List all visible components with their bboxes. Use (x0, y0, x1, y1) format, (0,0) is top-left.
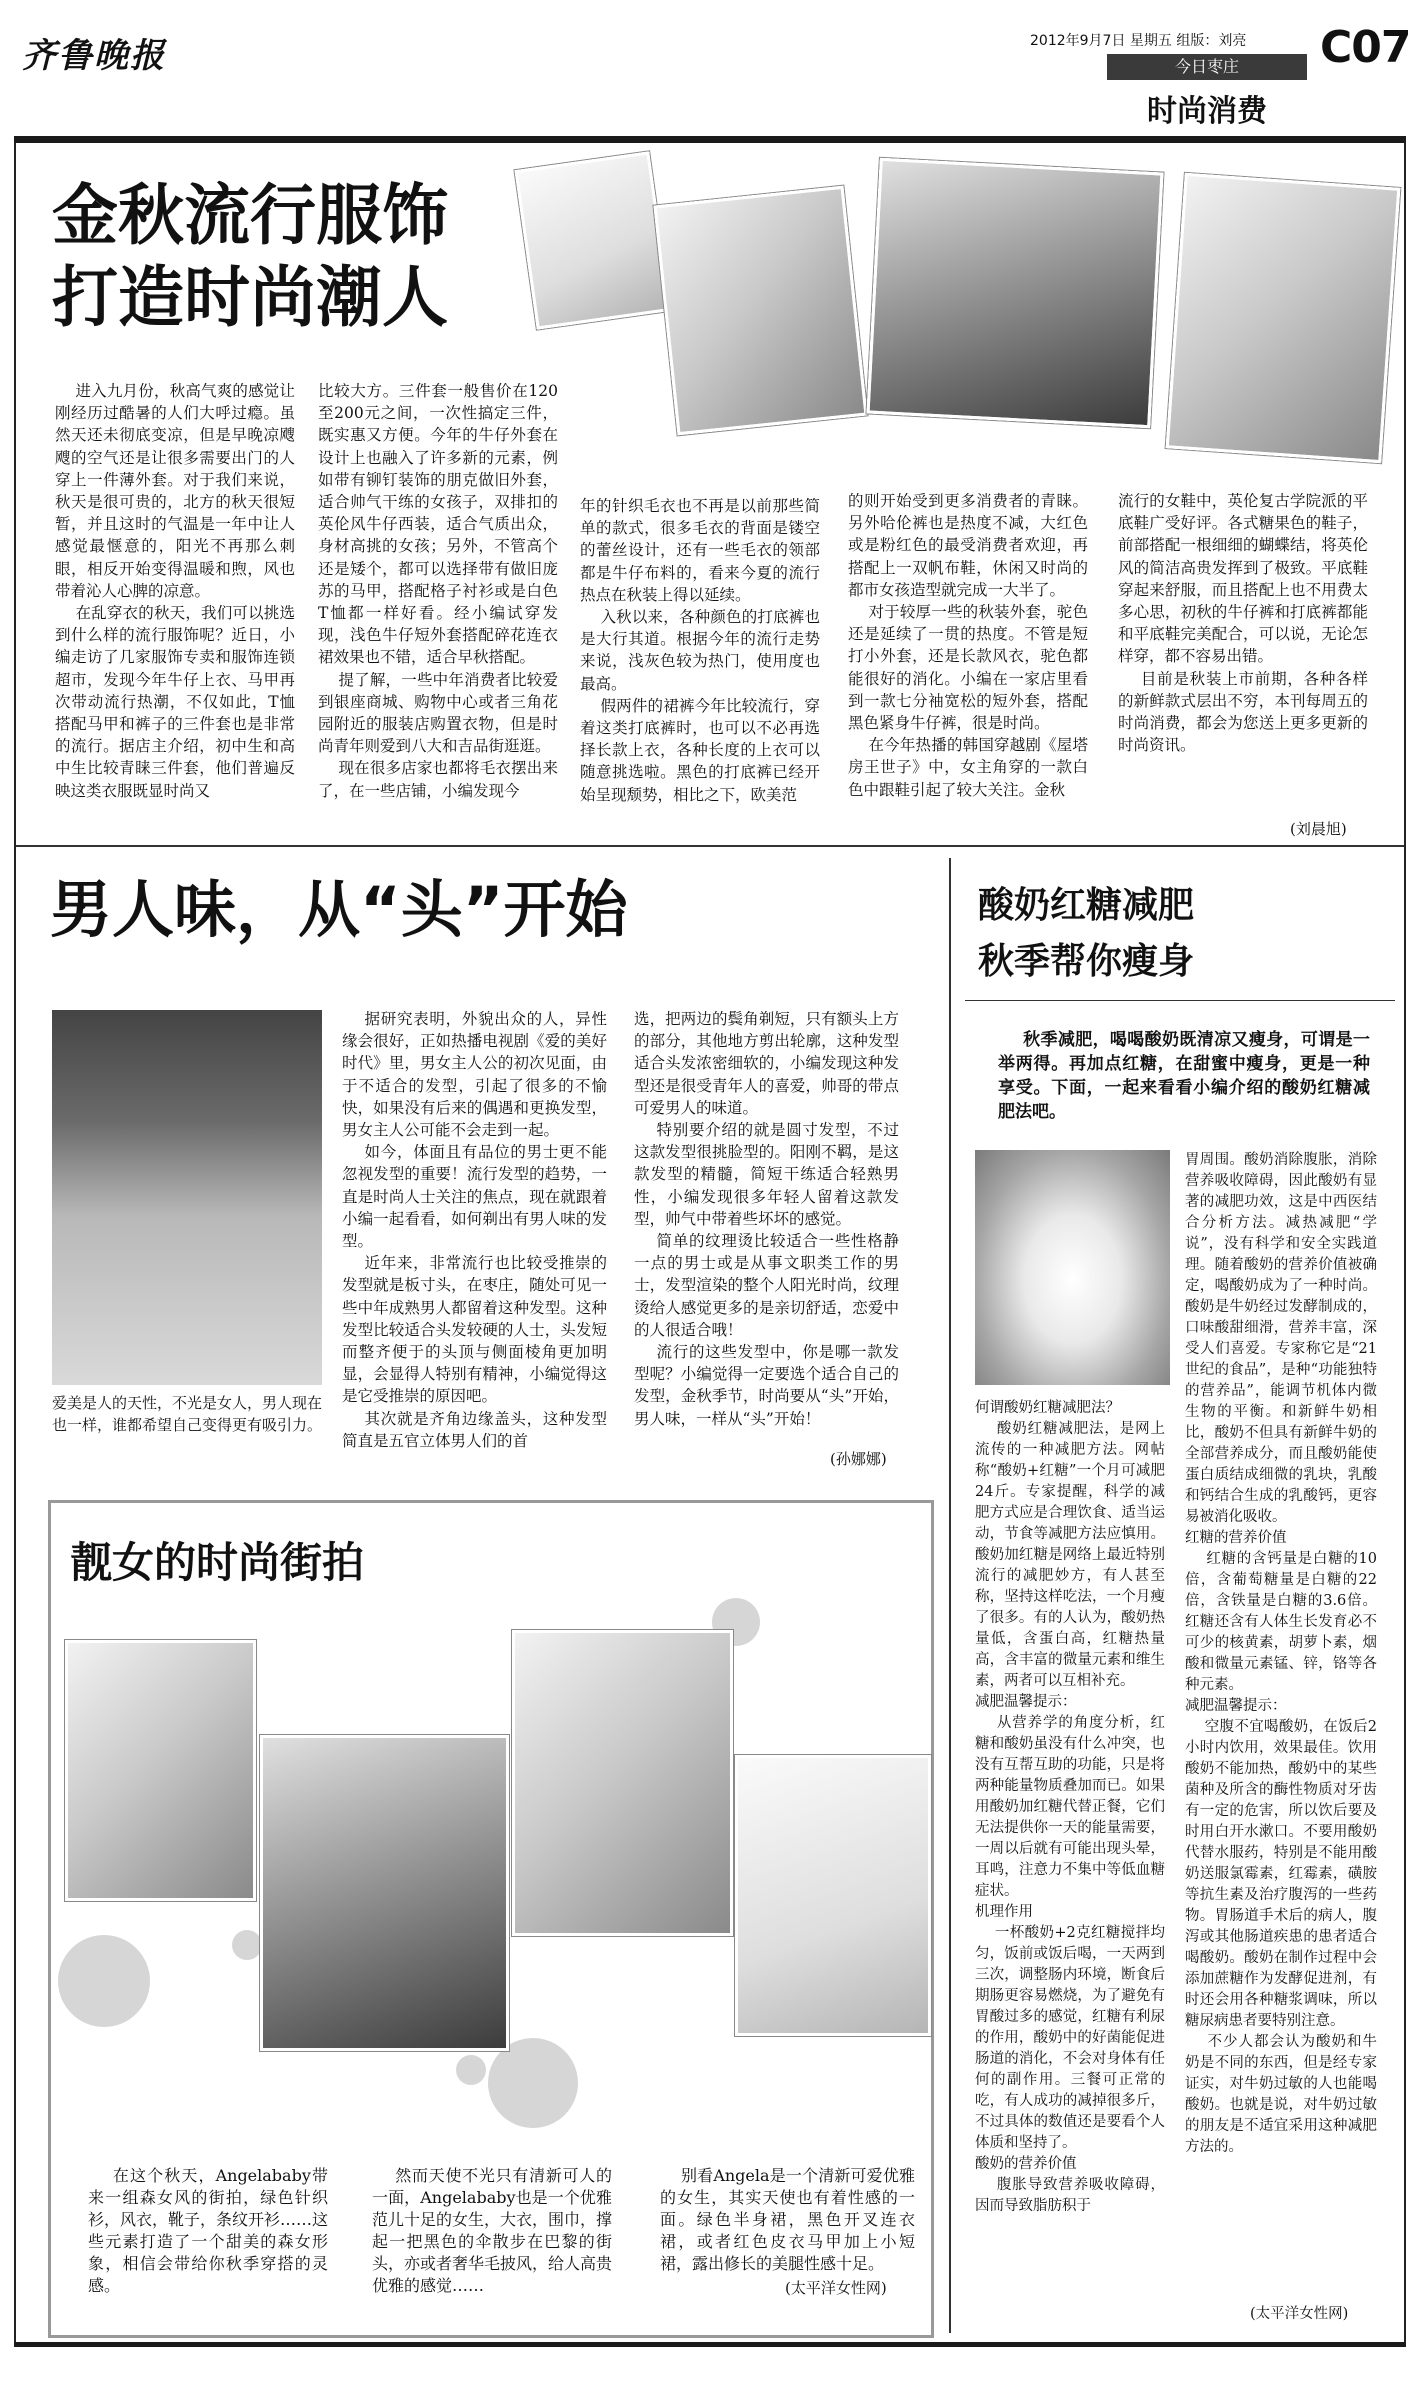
article3-colA: 何谓酸奶红糖减肥法？ 酸奶红糖减肥法，是网上流传的一种减肥方法。网帖称“酸奶+红糖”一个月可减肥24斤。专家提醒，科学的减肥方式应是合理饮食、适当运动，节食等减肥方法应慎用。酸奶加红糖是网络上最近特别流行的减肥妙方，有人甚至称，坚持这样吃法，一个月瘦了很多。有的人认为，酸奶热量低，含蛋白高，红糖热量高，含丰富的微量元素和维生素，两者可以互相补充。 减肥温馨提示： 从营养学的角度分析，红糖和酸奶虽没有什么冲突，也没有互帮互助的功能，只是将两种能量物质叠加而已。如果用酸奶加红糖代替正餐，它们无法提供你一天的能量需要，一周以后就有可能出现头晕，耳鸣，注意力不集中等低血糖症状。 机理作用 一杯酸奶+2克红糖搅拌均匀，饭前或饭后喝，一天两到三次，调整肠内环境，断食后期肠更容易燃烧，为了避免有胃酸过多的感觉，红糖有利尿的作用，酸奶中的好菌能促进肠道的消化，不会对身体有任何的副作用。三餐可正常的吃，有人成功的减掉很多斤，不过具体的数值还是要看个人体质和坚持了。 酸奶的营养价值 腹胀导致营养吸收障碍，因而导致脂肪积于 (975, 1400, 1166, 2214)
decor-circle-medium (488, 2038, 578, 2128)
article2-caption: 爱美是人的天性，不光是女人，男人现在也一样，谁都希望自己变得更有吸引力。 (52, 1394, 323, 1435)
article1-divider (16, 845, 1404, 847)
article4-caption-2: 然而天使不光只有清新可人的一面，Angelababy也是一个优雅范儿十足的女生，大衣，围巾，撑起一把黑色的伞散步在巴黎的街头，亦或者奢华毛披风，给人高贵优雅的感觉…… (372, 2166, 613, 2295)
decor-circle-small2 (456, 2055, 486, 2085)
section-tag: 今日枣庄 (1107, 54, 1307, 80)
article1-col4: 的则开始受到更多消费者的青睐。另外哈伦裤也是热度不减，大红色或是粉红色的最受消费者欢迎，再搭配上一双帆布鞋，休闲又时尚的都市女孩造型就完成一大半了。 对于较厚一些的秋装外套，驼色还是延续了一贯的热度。不管是短打小外套，还是长款风衣，驼色都能很好的消化。小编在一家店里看到一款七分袖宽松的短外套，搭配黑色紧身牛仔裤，很是时尚。 在今年热播的韩国穿越剧《屋塔房王世子》中，女主角穿的一款白色中跟鞋引起了较大关注。金秋 (848, 492, 1088, 799)
header-divider (14, 136, 1406, 143)
photo-denim-jacket (653, 186, 867, 436)
article1-col1: 进入九月份，秋高气爽的感觉让刚经历过酷暑的人们大呼过瘾。虽然天还未彻底变凉，但是早晚凉飕飕的空气还是让很多需要出门的人穿上一件薄外套。对于我们来说，秋天是很可贵的，北方的秋天很短暂，并且这时的气温是一年中让人感觉最惬意的，阳光不再那么刺眼，相反开始变得温暖和煦，风也带着沁人心脾的凉意。 在乱穿衣的秋天，我们可以挑选到什么样的流行服饰呢？近日，小编走访了几家服饰专卖和服饰连锁超市，发现今年牛仔上衣、马甲再次带动流行热潮，不仅如此，T恤搭配马甲和裤子的三件套也是非常的流行。据店主介绍，初中生和高中生比较青睐三件套，他们普遍反映这类衣服既显时尚又 (55, 382, 295, 800)
article1-title (52, 175, 448, 339)
decor-circle-small (232, 1930, 262, 1960)
photo-curly-hair-man (52, 1010, 322, 1385)
photo-street-snap-1 (65, 1640, 256, 1901)
decor-circle-large (58, 1935, 150, 2027)
photo-street-snap-4 (735, 1755, 931, 2036)
article3-byline: (太平洋女性网) (1250, 2306, 1349, 2322)
article1-col5: 流行的女鞋中，英伦复古学院派的平底鞋广受好评。各式糖果色的鞋子，前部搭配一根细细的蝴蝶结，将英伦风的简洁高贵发挥到了极致。平底鞋穿起来舒服，而且搭配上也不用费太多心思，初秋的牛仔裤和打底裤都能和平底鞋完美配合，可以说，无论怎样穿，都不容易出错。 目前是秋装上市前期，各种各样的新鲜款式层出不穷，本刊每周五的时尚消费，都会为您送上更多更新的时尚资讯。 (1118, 492, 1368, 755)
section-title: 时尚消费 (1147, 94, 1267, 129)
article3-title-line2: 秋季帮你瘦身 (978, 941, 1195, 982)
article1-byline: (刘晨旭) (1290, 820, 1347, 838)
article3-colB: 胃周围。酸奶消除腹胀，消除营养吸收障碍，因此酸奶有显著的减肥功效，这是中西医结合分析方法。减热减肥“学说”，没有科学和安全实践道理。随着酸奶的营养价值被确定，喝酸奶成为了一种时尚。酸奶是牛奶经过发酵制成的，口味酸甜细滑，营养丰富，深受人们喜爱。专家称它是“21世纪的食品”，是种“功能独特的营养品”，能调节机体内微生物的平衡。和新鲜牛奶相比，酸奶不但具有新鲜牛奶的全部营养成分，而且酸奶能使蛋白质结成细微的乳块，乳酸和钙结合生成的乳酸钙，更容易被消化吸收。 红糖的营养价值 红糖的含钙量是白糖的10倍，含葡萄糖量是白糖的22倍，含铁量是白糖的3.6倍。红糖还含有人体生长发育必不可少的核黄素，胡萝卜素，烟酸和微量元素锰、锌，铬等各种元素。 减肥温馨提示： 空腹不宜喝酸奶，在饭后2小时内饮用，效果最佳。饮用酸奶不能加热，酸奶中的某些菌种及所含的酶性物质对牙齿有一定的危害，所以饮后要及时用白开水漱口。不要用酸奶代替水服药，特别是不能用酸奶送服氯霉素，红霉素，磺胺等抗生素及治疗腹泻的一些药物。胃肠道手术后的病人，腹泻或其他肠道疾患的患者适合喝酸奶。酸奶在制作过程中会添加蔗糖作为发酵促进剂，有时还会用各种糖浆调味，所以糖尿病患者要特别注意。 不少人都会认为酸奶和牛奶是不同的东西，但是经专家证实，对牛奶过敏的人也能喝酸奶。也就是说，对牛奶过敏的朋友是不适宜采用这种减肥方法的。 (1185, 1152, 1378, 2155)
article1-title-line1: 金秋流行服饰 (52, 177, 448, 254)
page-right-rule (1404, 143, 1406, 2343)
article4-caption-1: 在这个秋天，Angelababy带来一组森女风的街拍，绿色针织衫，风衣，靴子，条纹开衫……这些元素打造了一个甜美的森女形象，相信会带给你秋季穿搭的灵感。 (88, 2166, 329, 2295)
newspaper-logo (22, 28, 222, 78)
article1-col2: 比较大方。三件套一般售价在120至200元之间，一次性搞定三件，既实惠又方便。今年的牛仔外套在设计上也融入了许多新的元素，例如带有铆钉装饰的朋克做旧外套，适合帅气干练的女孩子，双排扣的英伦风牛仔西装，适合气质出众，身材高挑的女孩；另外，不管高个还是矮个，都可以选择带有做旧庞苏的马甲，搭配格子衬衫或是白色T恤都一样好看。经小编试穿发现，浅色牛仔短外套搭配碎花连衣裙效果也不错，适合早秋搭配。 提了解，一些中年消费者比较爱到银座商城、购物中心或者三角花园附近的服装店购置衣物，但是时尚青年则爱到八大和吉品街逛逛。 现在很多店家也都将毛衣摆出来了，在一些店铺，小编发现今 (318, 382, 558, 800)
photo-shirts-on-hooks (1166, 173, 1401, 463)
logo-text: 齐鲁晚报 (22, 36, 166, 76)
photo-oxford-shoes (866, 158, 1163, 429)
article2-byline: (孙娜娜) (830, 1450, 887, 1468)
page-left-rule (14, 143, 16, 2343)
page-number: C07 (1320, 22, 1411, 73)
vertical-divider (949, 858, 951, 2333)
article2-col2: 选，把两边的鬓角剃短，只有额头上方的部分，其他地方剪出轮廓，这种发型适合头发浓密细软的，小编发现这种发型还是很受青年人的喜爱，帅哥的带点可爱男人的味道。 特别要介绍的就是圆寸发型，不过这款发型很挑脸型的。阳刚不羁，是这款发型的精髓，简短干练适合轻熟男性，小编发现很多年轻人留着这款发型，帅气中带着些坏坏的感觉。 简单的纹理烫比较适合一些性格静一点的男士或是从事文职类工作的男士，发型渲染的整个人阳光时尚，纹理烫给人感觉更多的是亲切舒适，恋爱中的人很适合哦！ 流行的这些发型中，你是哪一款发型呢？小编觉得一定要选个适合自己的发型，金秋季节，时尚要从“头”开始，男人味，一样从“头”开始！ (634, 1010, 899, 1428)
article1-title-line2: 打造时尚潮人 (52, 259, 448, 336)
article4-title: 靓女的时尚街拍 (70, 1538, 365, 1587)
photo-yogurt-bowl (975, 1150, 1170, 1385)
article4-caption-3: 别看Angela是一个清新可爱优雅的女生，其实天使也有着性感的一面。绿色半身裙，黑色开叉连衣裙，或者红色皮衣马甲加上小短裙，露出修长的美腿性感十足。 (660, 2166, 916, 2273)
article3-title-line1: 酸奶红糖减肥 (978, 885, 1195, 926)
article3-title (978, 878, 1194, 990)
footer-rule (14, 2342, 1406, 2347)
article1-col3: 年的针织毛衣也不再是以前那些简单的款式，很多毛衣的背面是镂空的蕾丝设计，还有一些毛衣的领部都是牛仔布料的，看来今夏的流行热点在秋装上得以延续。 入秋以来，各种颜色的打底裤也是大行其道。根据今年的流行走势来说，浅灰色较为热门，使用度也最高。 假两件的裙裤今年比较流行，穿着这类打底裤时，也可以不必再选择长款上衣，各种长度的上衣可以随意挑选啦。黑色的打底裤已经开始呈现颓势，相比之下，欧美范 (580, 497, 820, 804)
date-line: 2012年9月7日 星期五 组版：刘亮 (1030, 33, 1247, 49)
article2-title: 男人味，从“头”开始 (50, 873, 628, 946)
photo-street-snap-3 (512, 1630, 733, 1936)
article3-title-rule (965, 1000, 1395, 1001)
photo-street-snap-2 (260, 1735, 509, 2051)
article4-byline: (太平洋女性网) (785, 2279, 887, 2297)
article2-col1: 据研究表明，外貌出众的人，异性缘会很好，正如热播电视剧《爱的美好时代》里，男女主人公的初次见面，由于不适合的发型，引起了很多的不愉快，如果没有后来的偶遇和更换发型，男女主人公可能不会走到一起。 如今，体面且有品位的男士更不能忽视发型的重要！流行发型的趋势，一直是时尚人士关注的焦点，现在就跟着小编一起看看，如何剃出有男人味的发型。 近年来，非常流行也比较受推崇的发型就是板寸头，在枣庄，随处可见一些中年成熟男人都留着这种发型。这种发型比较适合头发较硬的人士，头发短而整齐便于的头顶与侧面棱角更加明显，会显得人特别有精神，小编觉得这是它受推崇的原因吧。 其次就是齐角边缘盖头，这种发型简直是五官立体男人们的首 (342, 1010, 607, 1450)
photo-denim-vest (514, 151, 671, 329)
article3-lead: 秋季减肥，喝喝酸奶既清凉又瘦身，可谓是一举两得。再加点红糖，在甜蜜中瘦身，更是一种享受。下面，一起来看看小编介绍的酸奶红糖减肥法吧。 (998, 1030, 1370, 1122)
